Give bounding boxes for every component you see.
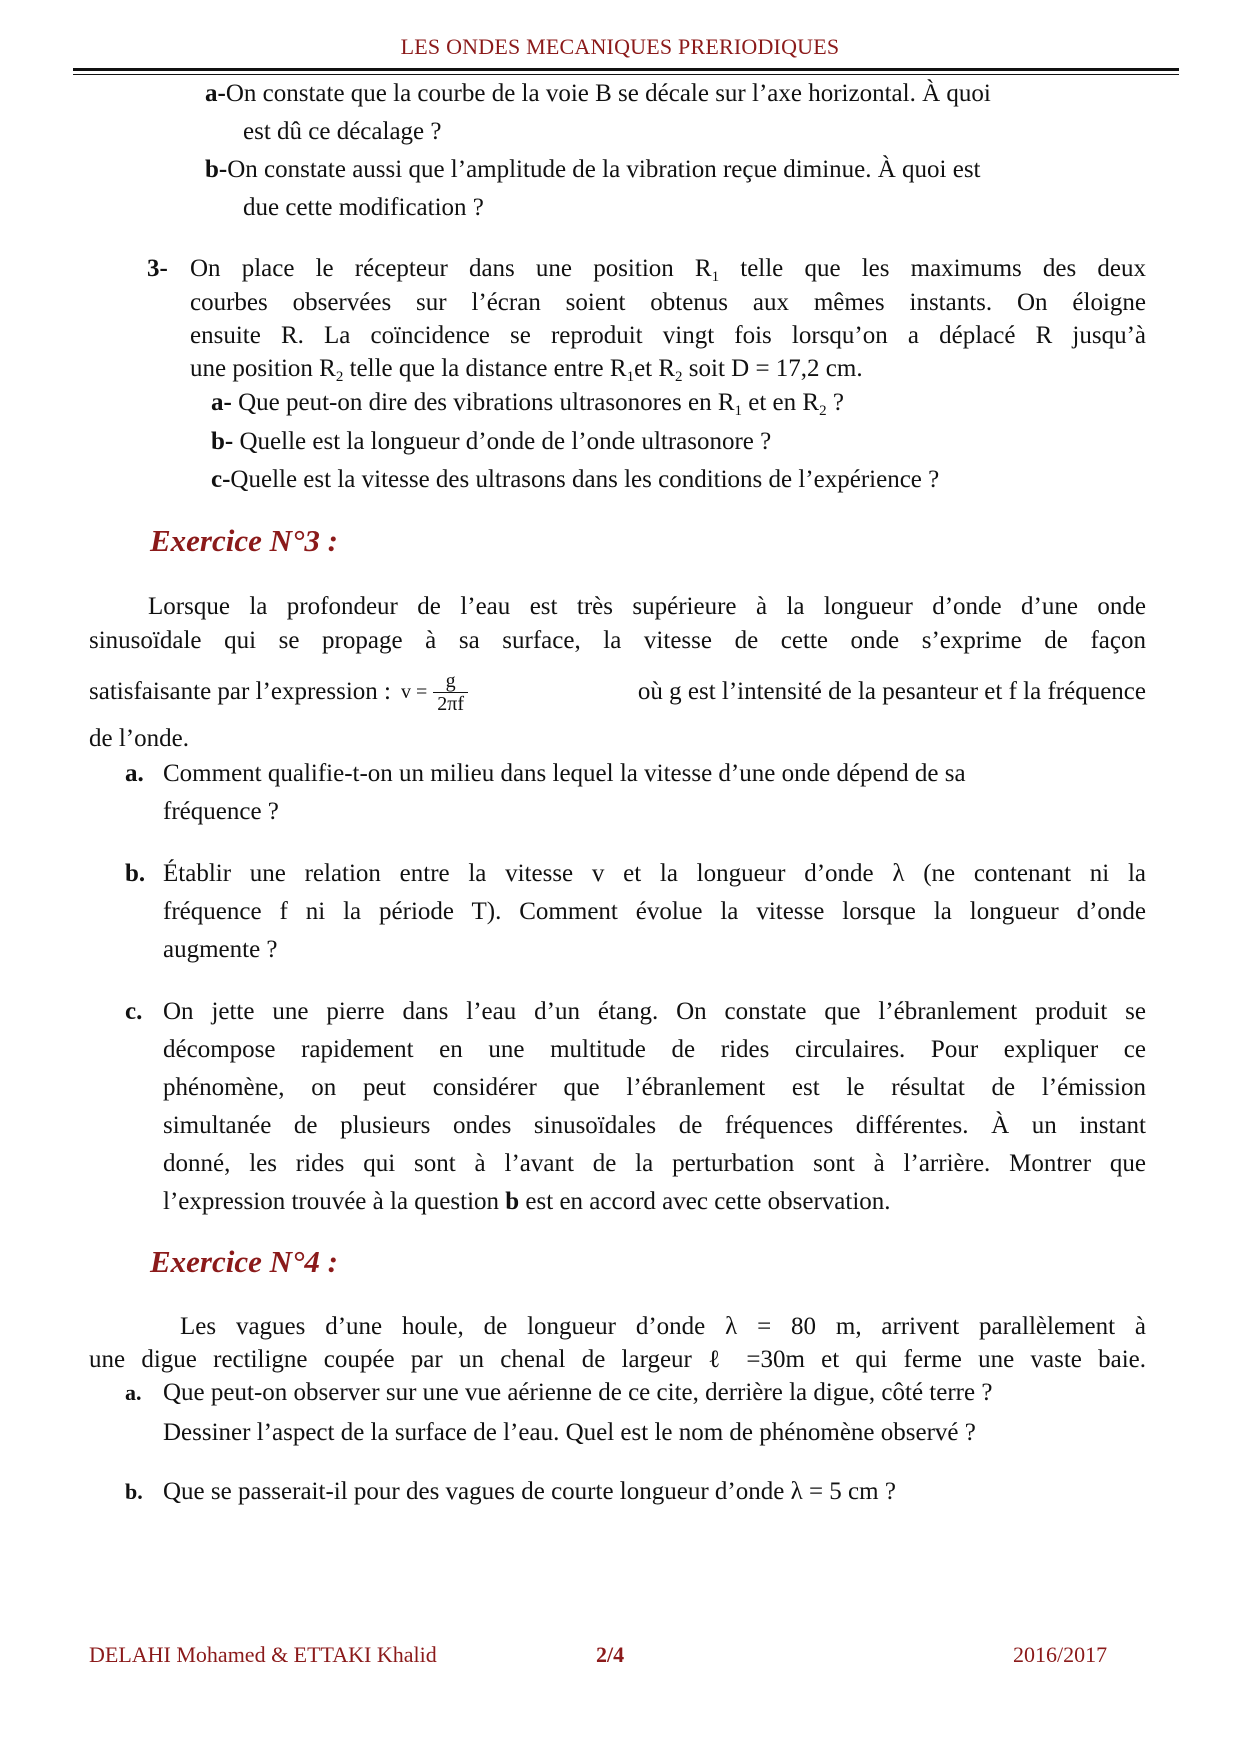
- ex2-q3-line4-sub3: 2: [675, 369, 683, 385]
- ex3-b-line2: fréquence f ni la période T). Comment évolue la vitesse lorsque la longueur d’onde: [163, 898, 1146, 925]
- ex3-b-label: b.: [125, 860, 146, 887]
- ex2-q2a-line2: est dû ce décalage ?: [243, 118, 442, 145]
- ex3-p-line3-a: satisfaisante par l’expression :: [89, 678, 391, 705]
- ex3-b-line3: augmente ?: [163, 936, 278, 963]
- ex3-c-line6-bold: b: [505, 1188, 520, 1215]
- ex2-q3a-text: Que peut-on dire des vibrations ultrasonores en R: [231, 389, 735, 416]
- ex2-q3-line4: [190, 352, 863, 386]
- ex2-q3a-mid: et en R: [742, 389, 820, 416]
- ex3-c-line5: donné, les rides qui sont à l’avant de la perturbation sont à l’arrière. Montrer que: [163, 1150, 1146, 1177]
- ex3-c-label: c.: [125, 998, 143, 1025]
- ex3-p-line1: Lorsque la profondeur de l’eau est très supérieure à la longueur d’onde d’une onde: [148, 593, 1146, 620]
- ex2-q3-line2: courbes observées sur l’écran soient obtenus aux mêmes instants. On éloigne: [190, 289, 1146, 316]
- ex2-q3-line1-b: telle que les maximums des deux: [719, 255, 1146, 282]
- ex2-q2b-label: b-: [205, 156, 228, 183]
- ex3-p-line2: sinusoïdale qui se propage à sa surface, la vitesse de cette onde s’exprime de façon: [89, 627, 1146, 654]
- ex4-title: Exercice N°4 :: [150, 1244, 338, 1279]
- formula-denominator: 2πf: [433, 692, 468, 715]
- ex2-q3a: [211, 386, 844, 420]
- ex2-q3b-text: Quelle est la longueur d’onde de l’onde ultrasonore ?: [233, 428, 772, 455]
- ex3-a-line1: Comment qualifie-t-on un milieu dans lequel la vitesse d’une onde dépend de sa: [163, 760, 966, 787]
- ex2-q3c-text: Quelle est la vitesse des ultrasons dans les conditions de l’expérience ?: [230, 466, 940, 493]
- ex4-a-line2: Dessiner l’aspect de la surface de l’eau. Quel est le nom de phénomène observé ?: [163, 1419, 976, 1446]
- ex4-a-label: a.: [125, 1380, 142, 1405]
- header-rule-thin: [73, 74, 1179, 75]
- ex4-p-line2: une digue rectiligne coupée par un chenal de largeur ℓ =30m et qui ferme une vaste baie.: [89, 1346, 1146, 1373]
- ex3-c-line6: [163, 1185, 891, 1219]
- ex3-p-line3: [89, 664, 1146, 720]
- ex2-q3a-end: ?: [826, 389, 844, 416]
- ex3-p-line4: de l’onde.: [89, 725, 189, 752]
- page-header-title: LES ONDES MECANIQUES PRERIODIQUES: [400, 34, 840, 59]
- ex2-q3-label: 3-: [147, 255, 168, 282]
- ex2-q2a: [205, 77, 991, 111]
- ex2-q2a-label: a-: [205, 80, 226, 107]
- ex2-q2b-text: On constate aussi que l’amplitude de la vibration reçue diminue. À quoi est: [227, 156, 981, 183]
- ex4-a-line1: Que peut-on observer sur une vue aérienne de ce cite, derrière la digue, côté terre ?: [163, 1379, 993, 1406]
- ex2-q3-line1: [190, 252, 1146, 286]
- ex2-q3b-label: b-: [211, 428, 234, 455]
- ex4-b-label: b.: [125, 1479, 143, 1504]
- ex2-q3-sub-r1: 1: [711, 269, 720, 285]
- ex3-c-line4: simultanée de plusieurs ondes sinusoïdales de fréquences différentes. À un instant: [163, 1112, 1146, 1139]
- formula-lhs: v =: [401, 681, 428, 703]
- formula-fraction: [433, 670, 468, 715]
- ex2-q3a-sub1: 1: [734, 403, 742, 419]
- ex2-q2b: [205, 153, 981, 187]
- ex2-q3c-label: c-: [211, 466, 231, 493]
- ex3-c-line2: décompose rapidement en une multitude de rides circulaires. Pour expliquer ce: [163, 1036, 1146, 1063]
- ex3-a-label: a.: [125, 760, 144, 787]
- ex2-q3-line4-d: soit D = 17,2 cm.: [682, 355, 863, 382]
- footer-year: 2016/2017: [1013, 1642, 1108, 1667]
- ex2-q3-line4-a: une position R: [190, 355, 336, 382]
- ex3-p-line3-b: où g est l’intensité de la pesanteur et f la fréquence: [637, 678, 1146, 705]
- ex2-q3a-sub2: 2: [819, 403, 827, 419]
- ex3-c-line6-a: l’expression trouvée à la question: [163, 1188, 506, 1215]
- ex4-b-line1: Que se passerait-il pour des vagues de courte longueur d’onde λ = 5 cm ?: [163, 1478, 896, 1505]
- footer-authors: DELAHI Mohamed & ETTAKI Khalid: [89, 1642, 437, 1667]
- ex2-q3-line4-b: telle que la distance entre R: [343, 355, 627, 382]
- ex2-q2b-line2: due cette modification ?: [243, 194, 484, 221]
- ex4-p-line1: Les vagues d’une houle, de longueur d’onde λ = 80 m, arrivent parallèlement à: [180, 1313, 1146, 1340]
- ex3-c-line3: phénomène, on peut considérer que l’ébranlement est le résultat de l’émission: [163, 1074, 1146, 1101]
- ex3-title: Exercice N°3 :: [150, 523, 338, 558]
- ex3-b-line1: Établir une relation entre la vitesse v et la longueur d’onde λ (ne contenant ni la: [163, 860, 1146, 887]
- ex3-c-line1: On jette une pierre dans l’eau d’un étang. On constate que l’ébranlement produit se: [163, 998, 1146, 1025]
- ex2-q3b: [211, 425, 771, 459]
- header-rule-thick: [73, 68, 1179, 71]
- ex3-a-line2: fréquence ?: [163, 798, 279, 825]
- ex2-q3-line4-c: et R: [634, 355, 676, 382]
- ex2-q2a-text: On constate que la courbe de la voie B se décale sur l’axe horizontal. À quoi: [225, 80, 991, 107]
- formula-numerator: g: [445, 669, 456, 692]
- ex2-q3-line4-sub2: 1: [626, 369, 635, 385]
- ex2-q3c: [211, 463, 939, 497]
- ex3-c-line6-b: est en accord avec cette observation.: [519, 1188, 891, 1215]
- ex3-p-line3-left: [89, 670, 474, 715]
- ex2-q3-line1-a: On place le récepteur dans une position R: [190, 255, 712, 282]
- ex2-q3-line4-sub1: 2: [335, 369, 344, 385]
- ex2-q3a-label: a-: [211, 389, 232, 416]
- ex2-q3-line3: ensuite R. La coïncidence se reproduit vingt fois lorsqu’on a déplacé R jusqu’à: [190, 322, 1146, 349]
- footer-page-number: 2/4: [596, 1642, 625, 1667]
